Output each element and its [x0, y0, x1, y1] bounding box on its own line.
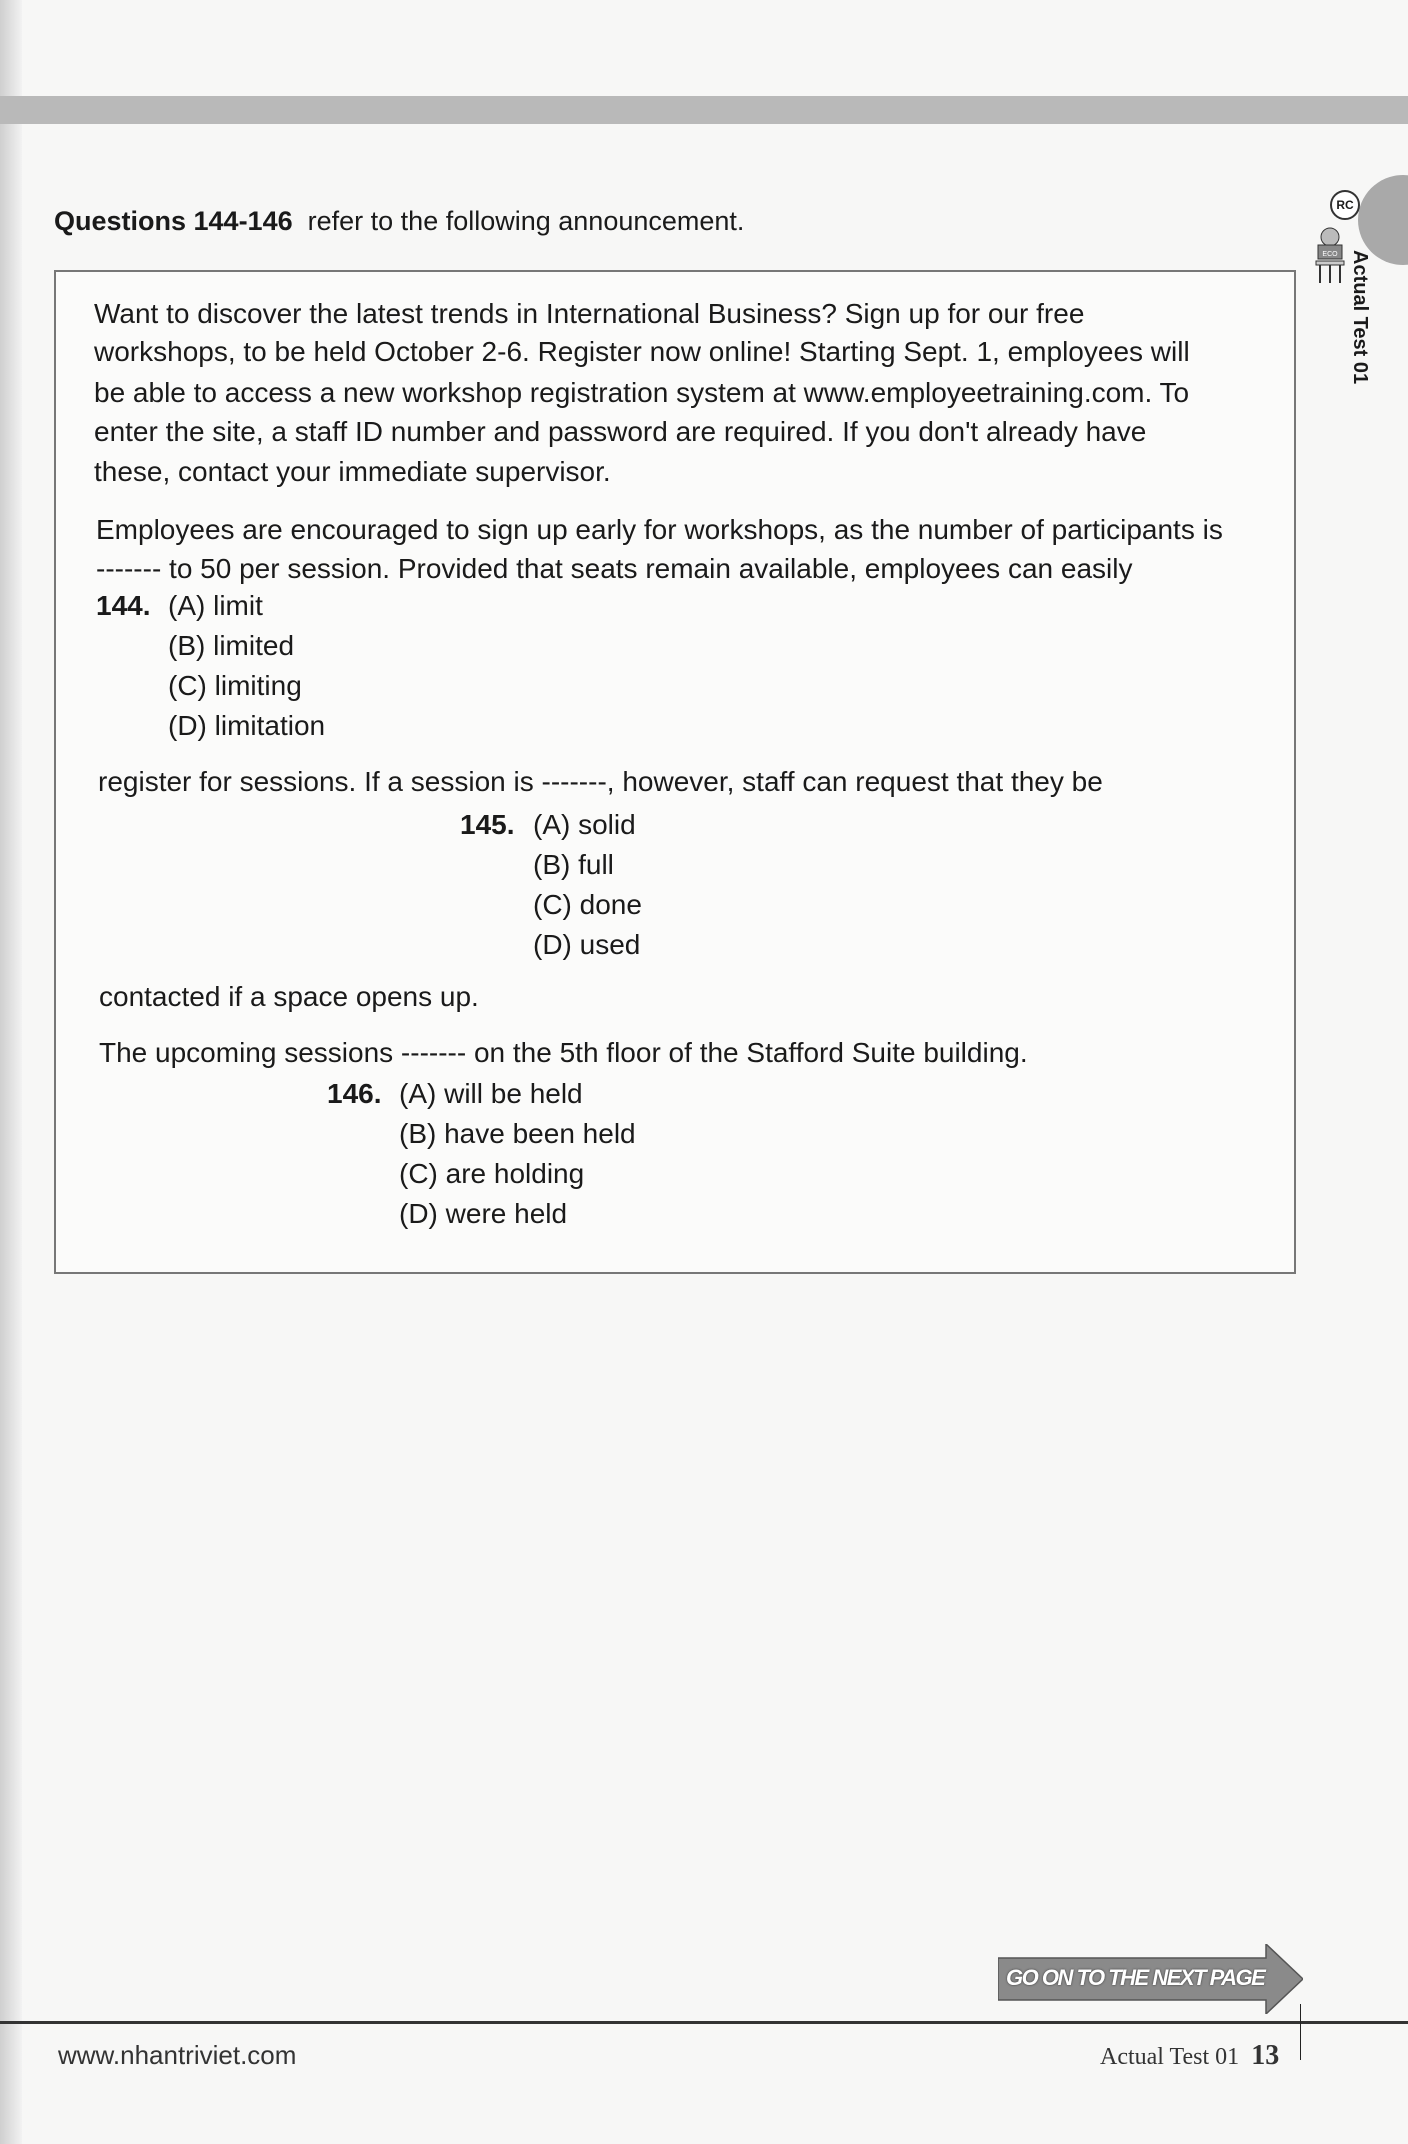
question-range: Questions 144-146: [54, 206, 293, 236]
option-a[interactable]: (A) will be held: [399, 1078, 583, 1109]
option-d[interactable]: (D) used: [533, 929, 641, 960]
option-d[interactable]: (D) were held: [399, 1198, 568, 1229]
option-c[interactable]: (C) are holding: [399, 1158, 585, 1189]
option-a[interactable]: (A) limit: [168, 590, 263, 621]
passage-line: be able to access a new workshop registration system at www.employeetraining.com. To: [94, 377, 1190, 408]
option-a[interactable]: (A) solid: [533, 809, 636, 840]
rc-badge: RC: [1330, 190, 1360, 220]
next-page-button[interactable]: GO ON TO THE NEXT PAGE: [1006, 1965, 1265, 1990]
footer-divider: [0, 2021, 1408, 2024]
footer-page-info: [1100, 2040, 1279, 2072]
footer-website: www.nhantriviet.com: [58, 2040, 297, 2070]
footer-vertical-line: [1300, 2004, 1301, 2060]
option-b[interactable]: (B) full: [533, 849, 614, 880]
option-b[interactable]: (B) have been held: [399, 1118, 636, 1149]
option-c[interactable]: (C) limiting: [168, 670, 302, 701]
passage-line: contacted if a space opens up.: [99, 981, 479, 1012]
question-number: 144.: [96, 590, 151, 621]
option-c[interactable]: (C) done: [533, 889, 642, 920]
passage-line: ------- to 50 per session. Provided that seats remain available, employees can easily: [96, 553, 1133, 584]
passage-line: register for sessions. If a session is -------, however, staff can request that they be: [98, 766, 1103, 797]
page-number: 13: [1251, 2040, 1280, 2071]
top-band: [0, 96, 1408, 124]
mascot-chair-icon: [1312, 225, 1348, 285]
passage-line: workshops, to be held October 2-6. Register now online! Starting Sept. 1, employees will: [94, 336, 1190, 367]
passage-line: these, contact your immediate supervisor.: [94, 456, 611, 487]
footer-section: Actual Test 01: [1100, 2044, 1240, 2070]
passage-line: Want to discover the latest trends in International Business? Sign up for our free: [94, 298, 1085, 329]
option-d[interactable]: (D) limitation: [168, 710, 326, 741]
chair-text: ECO: [1322, 251, 1338, 258]
passage-line: enter the site, a staff ID number and password are required. If you don't already have: [94, 416, 1147, 447]
option-b[interactable]: (B) limited: [168, 630, 295, 661]
side-label: Actual Test 01: [1349, 250, 1371, 385]
question-number: 145.: [460, 809, 515, 840]
question-number: 146.: [327, 1078, 382, 1109]
question-header: [54, 206, 744, 237]
passage-line: The upcoming sessions ------- on the 5th floor of the Stafford Suite building.: [99, 1037, 1028, 1068]
passage-line: Employees are encouraged to sign up early for workshops, as the number of participants is: [96, 514, 1223, 545]
page-edge-shadow: [0, 0, 22, 2144]
question-intro: refer to the following announcement.: [307, 206, 745, 236]
